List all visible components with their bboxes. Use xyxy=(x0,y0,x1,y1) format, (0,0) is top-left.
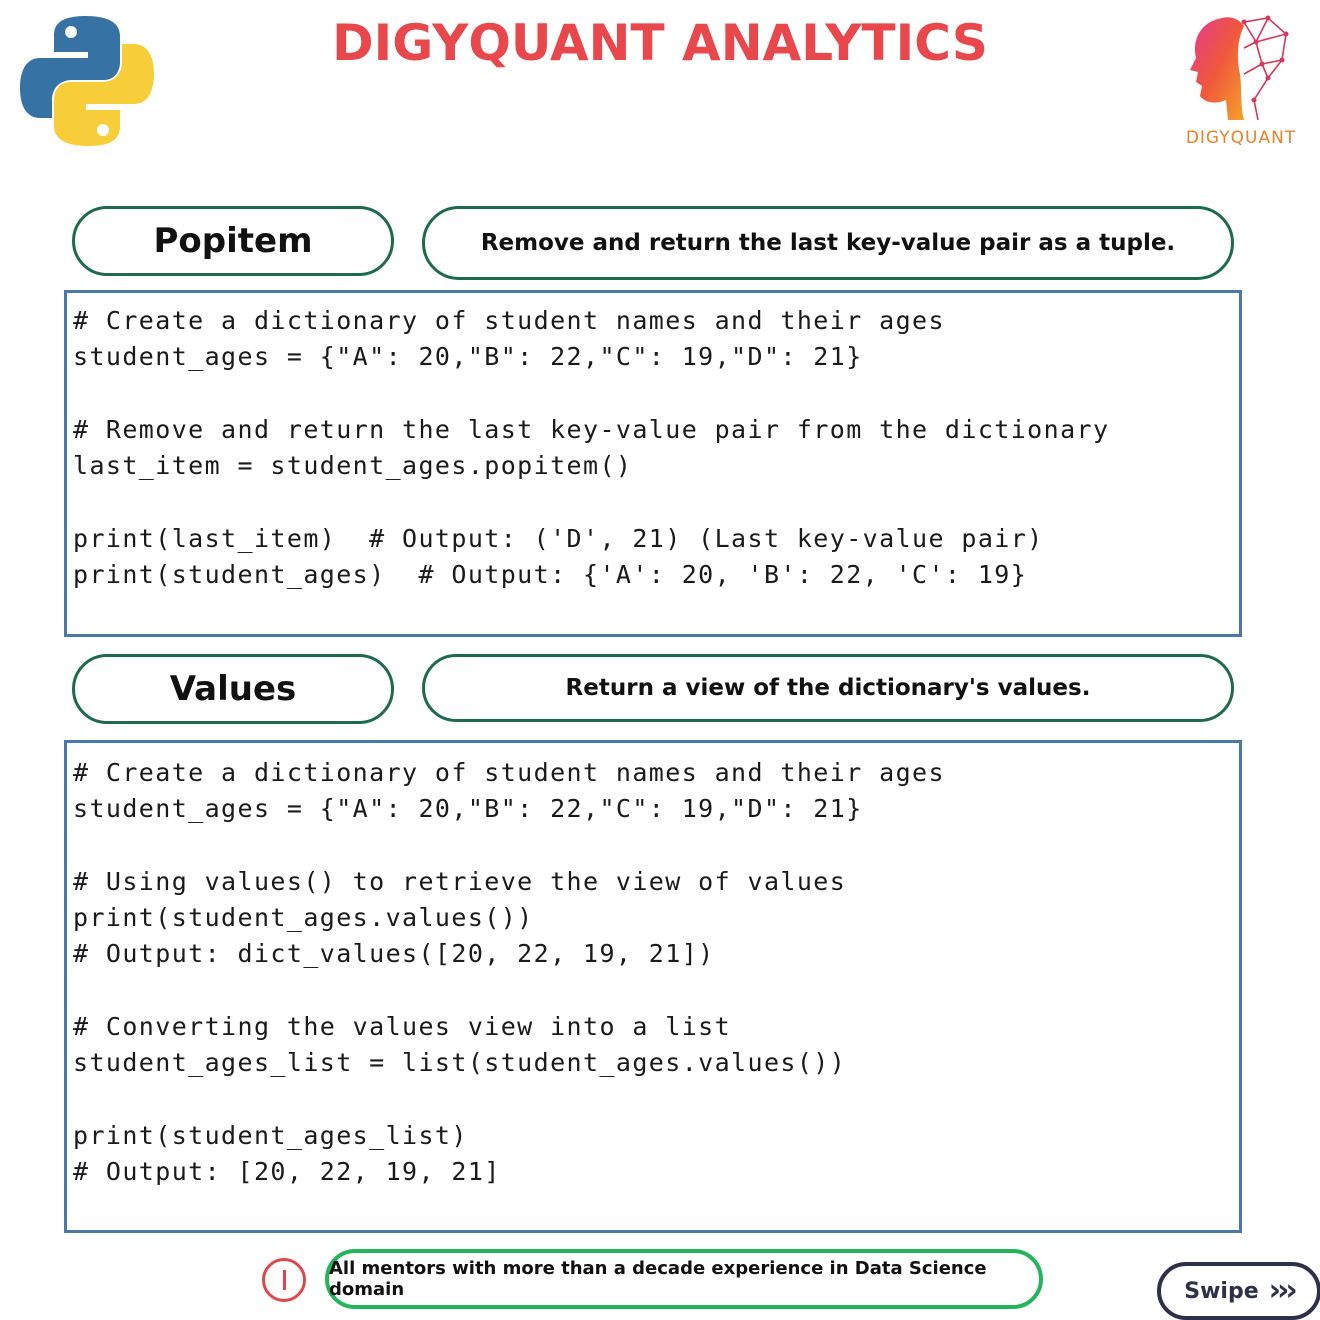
brand-title: DIGYQUANT ANALYTICS xyxy=(332,14,988,72)
values-title: Values xyxy=(169,669,297,709)
swipe-label: Swipe xyxy=(1184,1278,1259,1304)
mentors-note xyxy=(325,1249,1043,1309)
swipe-button[interactable] xyxy=(1157,1262,1320,1320)
values-description: Return a view of the dictionary's values. xyxy=(565,675,1091,701)
digyquant-logo-text: DIGYQUANT xyxy=(1185,128,1297,148)
popitem-description-pill xyxy=(422,206,1234,280)
mentors-note-text: All mentors with more than a decade experience in Data Science domain xyxy=(329,1258,987,1300)
values-code-block xyxy=(64,740,1242,1233)
chevron-right-icon: ››› xyxy=(1268,1273,1294,1308)
values-code: # Create a dictionary of student names and their ages student_ages = {"A": 20,"B": 22,"C": 19,"D": 21} # Using values() to retrieve the view of values print(student_ages.values()) # Output: dict_values([20, 22, 19, 21]) # Converting the values view into a list student_ages_list = list(student_ages.values()) print(student_ages_list) # Output: [20, 22, 19, 21] xyxy=(73,758,945,1187)
popitem-description: Remove and return the last key-value pair as a tuple. xyxy=(480,230,1176,256)
popitem-code: # Create a dictionary of student names and their ages student_ages = {"A": 20,"B": 22,"C": 19,"D": 21} # Remove and return the last key-value pair from the dictionary last_item = student_ages.popitem() print(last_item) # Output: ('D', 21) (Last key-value pair) print(student_ages) # Output: {'A': 20, 'B': 22, 'C': 19} xyxy=(73,306,1110,590)
popitem-title: Popitem xyxy=(153,221,313,261)
values-description-pill xyxy=(422,654,1234,722)
popitem-code-block xyxy=(64,290,1242,637)
popitem-title-pill xyxy=(72,206,394,276)
info-icon xyxy=(262,1258,306,1302)
values-title-pill xyxy=(72,654,394,724)
